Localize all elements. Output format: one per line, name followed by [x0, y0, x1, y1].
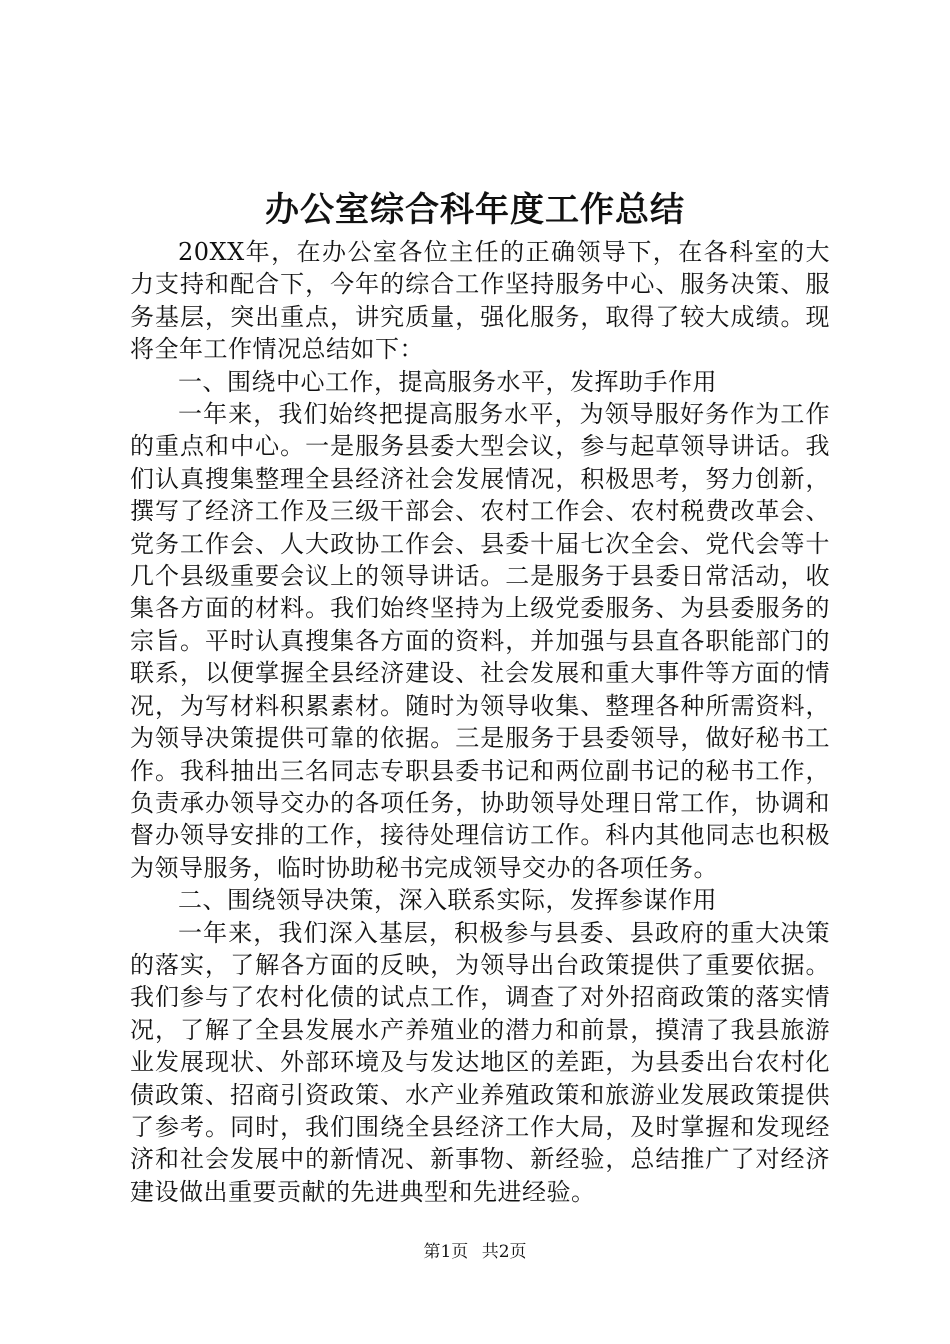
section-1-paragraph: 一年来，我们始终把提高服务水平，为领导服好务作为工作的重点和中心。一是服务县委大型会议，参与起草领导讲话。我们认真搜集整理全县经济社会发展情况，积极思考，努力创新，撰写了经济工作及三级干部会、农村工作会、农村税费改革会、党务工作会、人大政协工作会、县委十届七次全会、党代会等十几个县级重要会议上的领导讲话。二是服务于县委日常活动，收集各方面的材料。我们始终坚持为上级党委服务、为县委服务的宗旨。平时认真搜集各方面的资料，并加强与县直各职能部门的联系，以便掌握全县经济建设、社会发展和重大事件等方面的情况，为写材料积累素材。随时为领导收集、整理各种所需资料，为领导决策提供可靠的依据。三是服务于县委领导，做好秘书工作。我科抽出三名同志专职县委书记和两位副书记的秘书工作，负责承办领导交办的各项任务，协助领导处理日常工作，协调和督办领导安排的工作，接待处理信访工作。科内其他同志也积极为领导服务，临时协助秘书完成领导交办的各项任务。: [130, 400, 830, 882]
document-title: 办公室综合科年度工作总结: [265, 190, 685, 230]
intro-paragraph: 20XX年，在办公室各位主任的正确领导下，在各科室的大力支持和配合下，今年的综合工作坚持服务中心、服务决策、服务基层，突出重点，讲究质量，强化服务，取得了较大成绩。现将全年工作情况总结如下：: [130, 238, 830, 364]
page-number: 第1页: [423, 1242, 469, 1262]
section-heading-1: 一、围绕中心工作，提高服务水平，发挥助手作用: [178, 367, 717, 396]
document-body: [130, 236, 830, 1208]
section-2-paragraph: 一年来，我们深入基层，积极参与县委、县政府的重大决策的落实，了解各方面的反映，为领导出台政策提供了重要依据。我们参与了农村化债的试点工作，调查了对外招商政策的落实情况，了解了全县发展水产养殖业的潜力和前景，摸清了我县旅游业发展现状、外部环境及与发达地区的差距，为县委出台农村化债政策、招商引资政策、水产业养殖政策和旅游业发展政策提供了参考。同时，我们围绕全县经济工作大局，及时掌握和发现经济和社会发展中的新情况、新事物、新经验，总结推广了对经济建设做出重要贡献的先进典型和先进经验。: [130, 918, 830, 1206]
page-footer: [0, 1240, 950, 1264]
page-total: 共2页: [481, 1242, 527, 1262]
section-heading-2: 二、围绕领导决策，深入联系实际，发挥参谋作用: [178, 886, 717, 915]
